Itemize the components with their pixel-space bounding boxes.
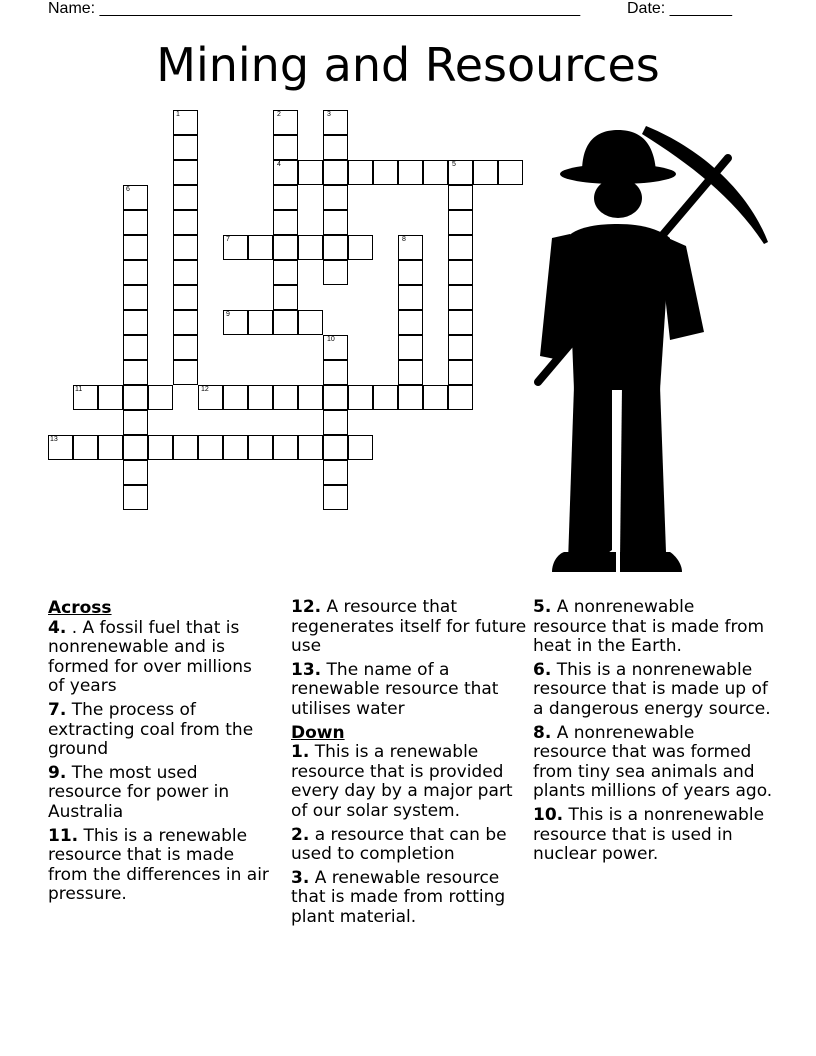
grid-cell[interactable] <box>123 235 148 260</box>
clue-text: . A fossil fuel that is nonrenewable and is formed for over millions of years <box>48 617 252 697</box>
miner-with-pickaxe-icon <box>520 120 780 580</box>
grid-cell[interactable] <box>173 135 198 160</box>
clue-across-4 <box>48 619 273 697</box>
clue-number: 11. <box>48 825 79 846</box>
clue-text: The most used resource for power in Australia <box>48 762 230 822</box>
grid-cell[interactable] <box>348 235 373 260</box>
grid-cell[interactable] <box>123 385 148 410</box>
grid-cell[interactable] <box>448 210 473 235</box>
clue-across-7 <box>48 701 273 760</box>
clue-number: 7. <box>48 699 67 720</box>
grid-cell[interactable] <box>123 210 148 235</box>
grid-cell[interactable] <box>398 360 423 385</box>
grid-cell[interactable] <box>198 435 223 460</box>
grid-cell[interactable] <box>398 160 423 185</box>
grid-cell[interactable] <box>423 385 448 410</box>
grid-cell[interactable] <box>273 310 298 335</box>
grid-cell[interactable] <box>298 385 323 410</box>
clue-down-8 <box>533 724 773 802</box>
grid-cell[interactable] <box>448 260 473 285</box>
grid-cell[interactable] <box>448 335 473 360</box>
grid-cell[interactable] <box>273 260 298 285</box>
grid-cell[interactable] <box>398 260 423 285</box>
grid-cell[interactable] <box>323 410 348 435</box>
grid-cell[interactable] <box>323 260 348 285</box>
grid-cell[interactable] <box>248 235 273 260</box>
grid-cell[interactable] <box>323 160 348 185</box>
clue-down-6 <box>533 661 773 720</box>
grid-cell[interactable] <box>323 385 348 410</box>
grid-cell[interactable] <box>273 285 298 310</box>
grid-cell[interactable] <box>148 385 173 410</box>
grid-cell[interactable] <box>323 185 348 210</box>
grid-cell[interactable] <box>448 310 473 335</box>
name-blank: ______________________________________________________ <box>99 0 581 17</box>
clue-text: This is a renewable resource that is provided every day by a major part of our solar system. <box>291 742 513 821</box>
clue-number: 3. <box>291 867 310 888</box>
grid-cell[interactable] <box>323 360 348 385</box>
clue-text: The name of a renewable resource that utilises water <box>291 659 499 719</box>
clue-down-3 <box>291 869 527 928</box>
grid-cell[interactable] <box>173 260 198 285</box>
clue-down-5 <box>533 598 773 657</box>
grid-cell[interactable] <box>273 135 298 160</box>
grid-cell[interactable] <box>273 185 298 210</box>
grid-cell[interactable] <box>298 160 323 185</box>
clue-across-12 <box>291 598 527 657</box>
grid-cell[interactable] <box>123 410 148 435</box>
grid-number-6: 6 <box>126 186 130 193</box>
grid-cell[interactable] <box>298 310 323 335</box>
grid-cell[interactable] <box>323 460 348 485</box>
grid-cell[interactable] <box>123 360 148 385</box>
grid-cell[interactable] <box>348 435 373 460</box>
grid-cell[interactable] <box>123 335 148 360</box>
grid-cell[interactable] <box>323 135 348 160</box>
grid-cell[interactable] <box>398 310 423 335</box>
grid-cell[interactable] <box>123 460 148 485</box>
clue-down-10 <box>533 806 773 865</box>
grid-cell[interactable] <box>248 310 273 335</box>
grid-cell[interactable] <box>173 360 198 385</box>
date-label: Date: <box>627 0 666 17</box>
grid-number-9: 9 <box>226 311 230 318</box>
grid-cell[interactable] <box>223 385 248 410</box>
grid-cell[interactable] <box>323 485 348 510</box>
grid-cell[interactable] <box>273 210 298 235</box>
grid-cell[interactable] <box>123 435 148 460</box>
clue-down-1 <box>291 743 527 821</box>
grid-cell[interactable] <box>273 235 298 260</box>
grid-cell[interactable] <box>398 335 423 360</box>
clue-text: A nonrenewable resource that is made from heat in the Earth. <box>533 597 765 657</box>
grid-cell[interactable] <box>398 385 423 410</box>
grid-cell[interactable] <box>298 435 323 460</box>
clue-text: A resource that regenerates itself for future use <box>291 597 527 657</box>
clue-text: A renewable resource that is made from rotting plant material. <box>291 867 506 927</box>
clue-across-13 <box>291 661 527 720</box>
grid-number-13: 13 <box>50 436 58 443</box>
clue-text: This is a nonrenewable resource that is made up of a dangerous energy source. <box>533 659 771 719</box>
clue-number: 9. <box>48 762 67 783</box>
clue-text: This is a nonrenewable resource that is used in nuclear power. <box>533 804 765 865</box>
grid-number-4: 4 <box>277 161 281 168</box>
grid-cell[interactable] <box>448 285 473 310</box>
clue-number: 6. <box>533 659 552 680</box>
grid-cell[interactable] <box>123 485 148 510</box>
grid-cell[interactable] <box>323 235 348 260</box>
clue-across-11 <box>48 827 273 905</box>
clues-column-3 <box>533 598 773 869</box>
clue-number: 12. <box>291 597 322 617</box>
grid-cell[interactable] <box>173 335 198 360</box>
clue-text: The process of extracting coal from the ground <box>48 699 254 760</box>
clue-text: This is a renewable resource that is made from the differences in air pressure. <box>48 825 269 905</box>
page-title: Mining and Resources <box>156 38 660 92</box>
grid-cell[interactable] <box>173 435 198 460</box>
clue-number: 10. <box>533 804 564 825</box>
grid-cell[interactable] <box>273 385 298 410</box>
grid-number-10: 10 <box>327 336 335 343</box>
grid-number-2: 2 <box>277 111 281 118</box>
clues-column-2 <box>291 598 527 932</box>
grid-number-8: 8 <box>402 236 406 243</box>
grid-cell[interactable] <box>448 385 473 410</box>
clue-across-9 <box>48 764 273 823</box>
grid-number-12: 12 <box>201 386 209 393</box>
grid-number-1: 1 <box>176 111 180 118</box>
grid-cell[interactable] <box>173 235 198 260</box>
across-heading: Across <box>48 598 112 618</box>
grid-cell[interactable] <box>173 285 198 310</box>
grid-cell[interactable] <box>398 285 423 310</box>
grid-cell[interactable] <box>373 385 398 410</box>
clue-number: 8. <box>533 722 552 743</box>
grid-cell[interactable] <box>348 385 373 410</box>
grid-cell[interactable] <box>248 435 273 460</box>
grid-number-3: 3 <box>327 111 331 118</box>
grid-cell[interactable] <box>423 160 448 185</box>
grid-number-11: 11 <box>75 386 83 393</box>
grid-cell[interactable] <box>223 435 248 460</box>
grid-cell[interactable] <box>273 435 298 460</box>
grid-number-5: 5 <box>452 161 456 168</box>
grid-cell[interactable] <box>448 360 473 385</box>
clue-text: A nonrenewable resource that was formed from tiny sea animals and plants millions of years ago. <box>533 722 773 802</box>
grid-cell[interactable] <box>173 185 198 210</box>
grid-cell[interactable] <box>123 310 148 335</box>
grid-cell[interactable] <box>248 385 273 410</box>
down-heading: Down <box>291 722 345 743</box>
grid-cell[interactable] <box>323 210 348 235</box>
grid-cell[interactable] <box>173 310 198 335</box>
grid-cell[interactable] <box>448 185 473 210</box>
grid-number-7: 7 <box>226 236 230 243</box>
clue-number: 13. <box>291 659 322 680</box>
clue-down-2 <box>291 826 527 865</box>
grid-cell[interactable] <box>348 160 373 185</box>
grid-cell[interactable] <box>373 160 398 185</box>
name-label: Name: <box>48 0 96 17</box>
grid-cell[interactable] <box>173 210 198 235</box>
grid-cell[interactable] <box>98 435 123 460</box>
grid-cell[interactable] <box>448 235 473 260</box>
grid-cell[interactable] <box>298 235 323 260</box>
clue-number: 1. <box>291 742 310 763</box>
date-blank: _______ <box>669 0 732 17</box>
clue-number: 4. <box>48 617 67 638</box>
clue-text: a resource that can be used to completion <box>291 824 507 865</box>
grid-cell[interactable] <box>123 285 148 310</box>
clues-column-1 <box>48 598 273 909</box>
grid-cell[interactable] <box>473 160 498 185</box>
grid-cell[interactable] <box>98 385 123 410</box>
clue-number: 5. <box>533 597 552 617</box>
grid-cell[interactable] <box>123 260 148 285</box>
grid-cell[interactable] <box>173 160 198 185</box>
grid-cell[interactable] <box>323 435 348 460</box>
clue-number: 2. <box>291 824 310 845</box>
grid-cell[interactable] <box>148 435 173 460</box>
grid-cell[interactable] <box>73 435 98 460</box>
